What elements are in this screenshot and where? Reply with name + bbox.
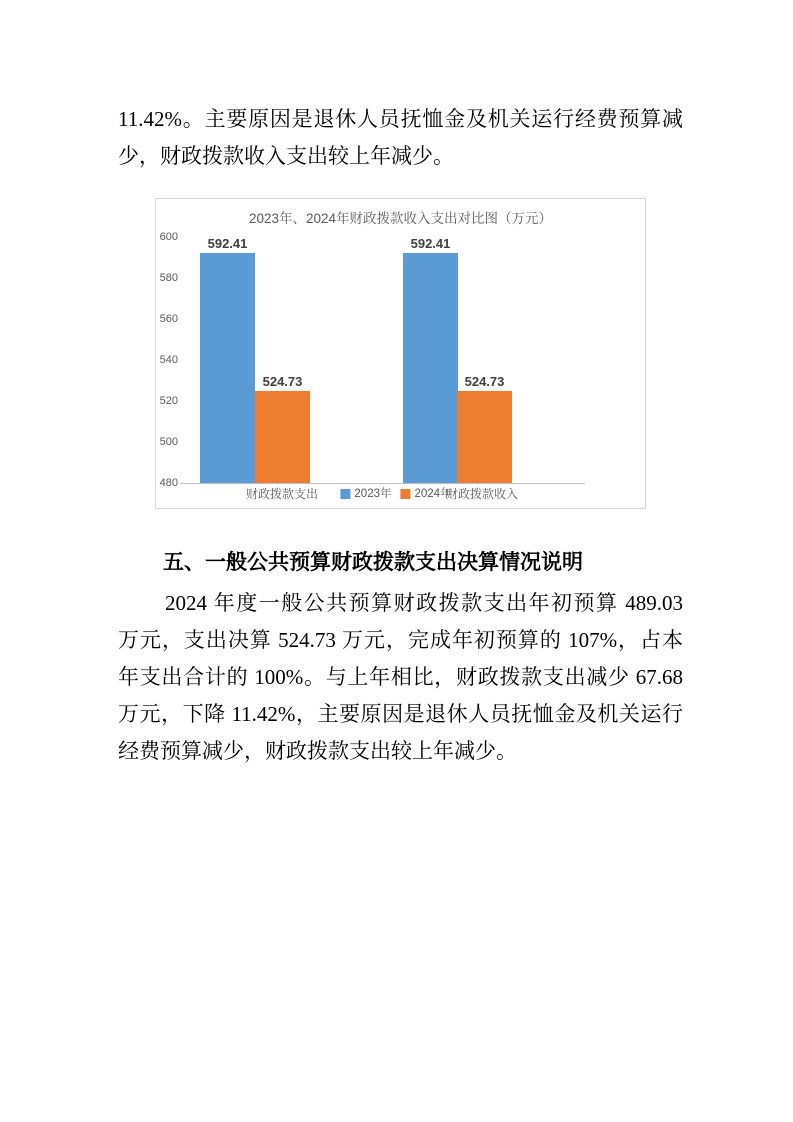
budget-comparison-chart	[155, 198, 646, 509]
y-axis-tick-label: 560	[159, 313, 178, 325]
bar	[200, 253, 255, 483]
text-line: 年支出合计的 100%。与上年相比，财政拨款支出减少 67.68	[118, 665, 683, 689]
legend-swatch	[340, 489, 350, 499]
chart-title: 2023年、2024年财政拨款收入支出对比图（万元）	[248, 211, 553, 226]
category-label: 财政拨款支出	[245, 487, 319, 501]
text-line: 经费预算减少，财政拨款支出较上年减少。	[118, 739, 517, 763]
text-line: 万元，支出决算 524.73 万元，完成年初预算的 107%，占本	[118, 628, 683, 652]
intro-paragraph	[118, 101, 683, 175]
text-line: 万元，下降 11.42%，主要原因是退休人员抚恤金及机关运行	[118, 702, 683, 726]
legend	[340, 487, 451, 501]
legend-label: 2024年	[414, 488, 452, 500]
bar-value-label: 524.73	[262, 374, 303, 390]
category-label: 财政拨款收入	[445, 487, 519, 501]
y-axis-tick-label: 520	[159, 395, 178, 407]
text-line: 少，财政拨款收入支出较上年减少。	[118, 144, 454, 168]
text-line: 2024 年度一般公共预算财政拨款支出年初预算 489.03	[165, 591, 683, 615]
bar-value-label: 592.41	[207, 235, 248, 251]
text-line: 11.42%。主要原因是退休人员抚恤金及机关运行经费预算减	[118, 107, 683, 131]
legend-item	[401, 487, 452, 501]
legend-label: 2023年	[354, 488, 392, 500]
y-axis-tick-label: 600	[159, 231, 178, 243]
x-axis-line	[180, 483, 585, 484]
legend-swatch	[401, 489, 411, 499]
bar-value-label: 592.41	[410, 235, 451, 251]
section-paragraph	[118, 585, 683, 770]
y-axis-tick-label: 480	[159, 477, 178, 489]
bar	[255, 391, 310, 483]
y-axis-tick-label: 500	[159, 436, 178, 448]
y-axis-tick-label: 540	[159, 354, 178, 366]
legend-item	[340, 487, 391, 501]
bar	[403, 253, 458, 483]
bar-value-label: 524.73	[464, 374, 505, 390]
bar	[457, 391, 512, 483]
section-heading: 五、一般公共预算财政拨款支出决算情况说明	[163, 551, 583, 574]
y-axis-tick-label: 580	[159, 272, 178, 284]
